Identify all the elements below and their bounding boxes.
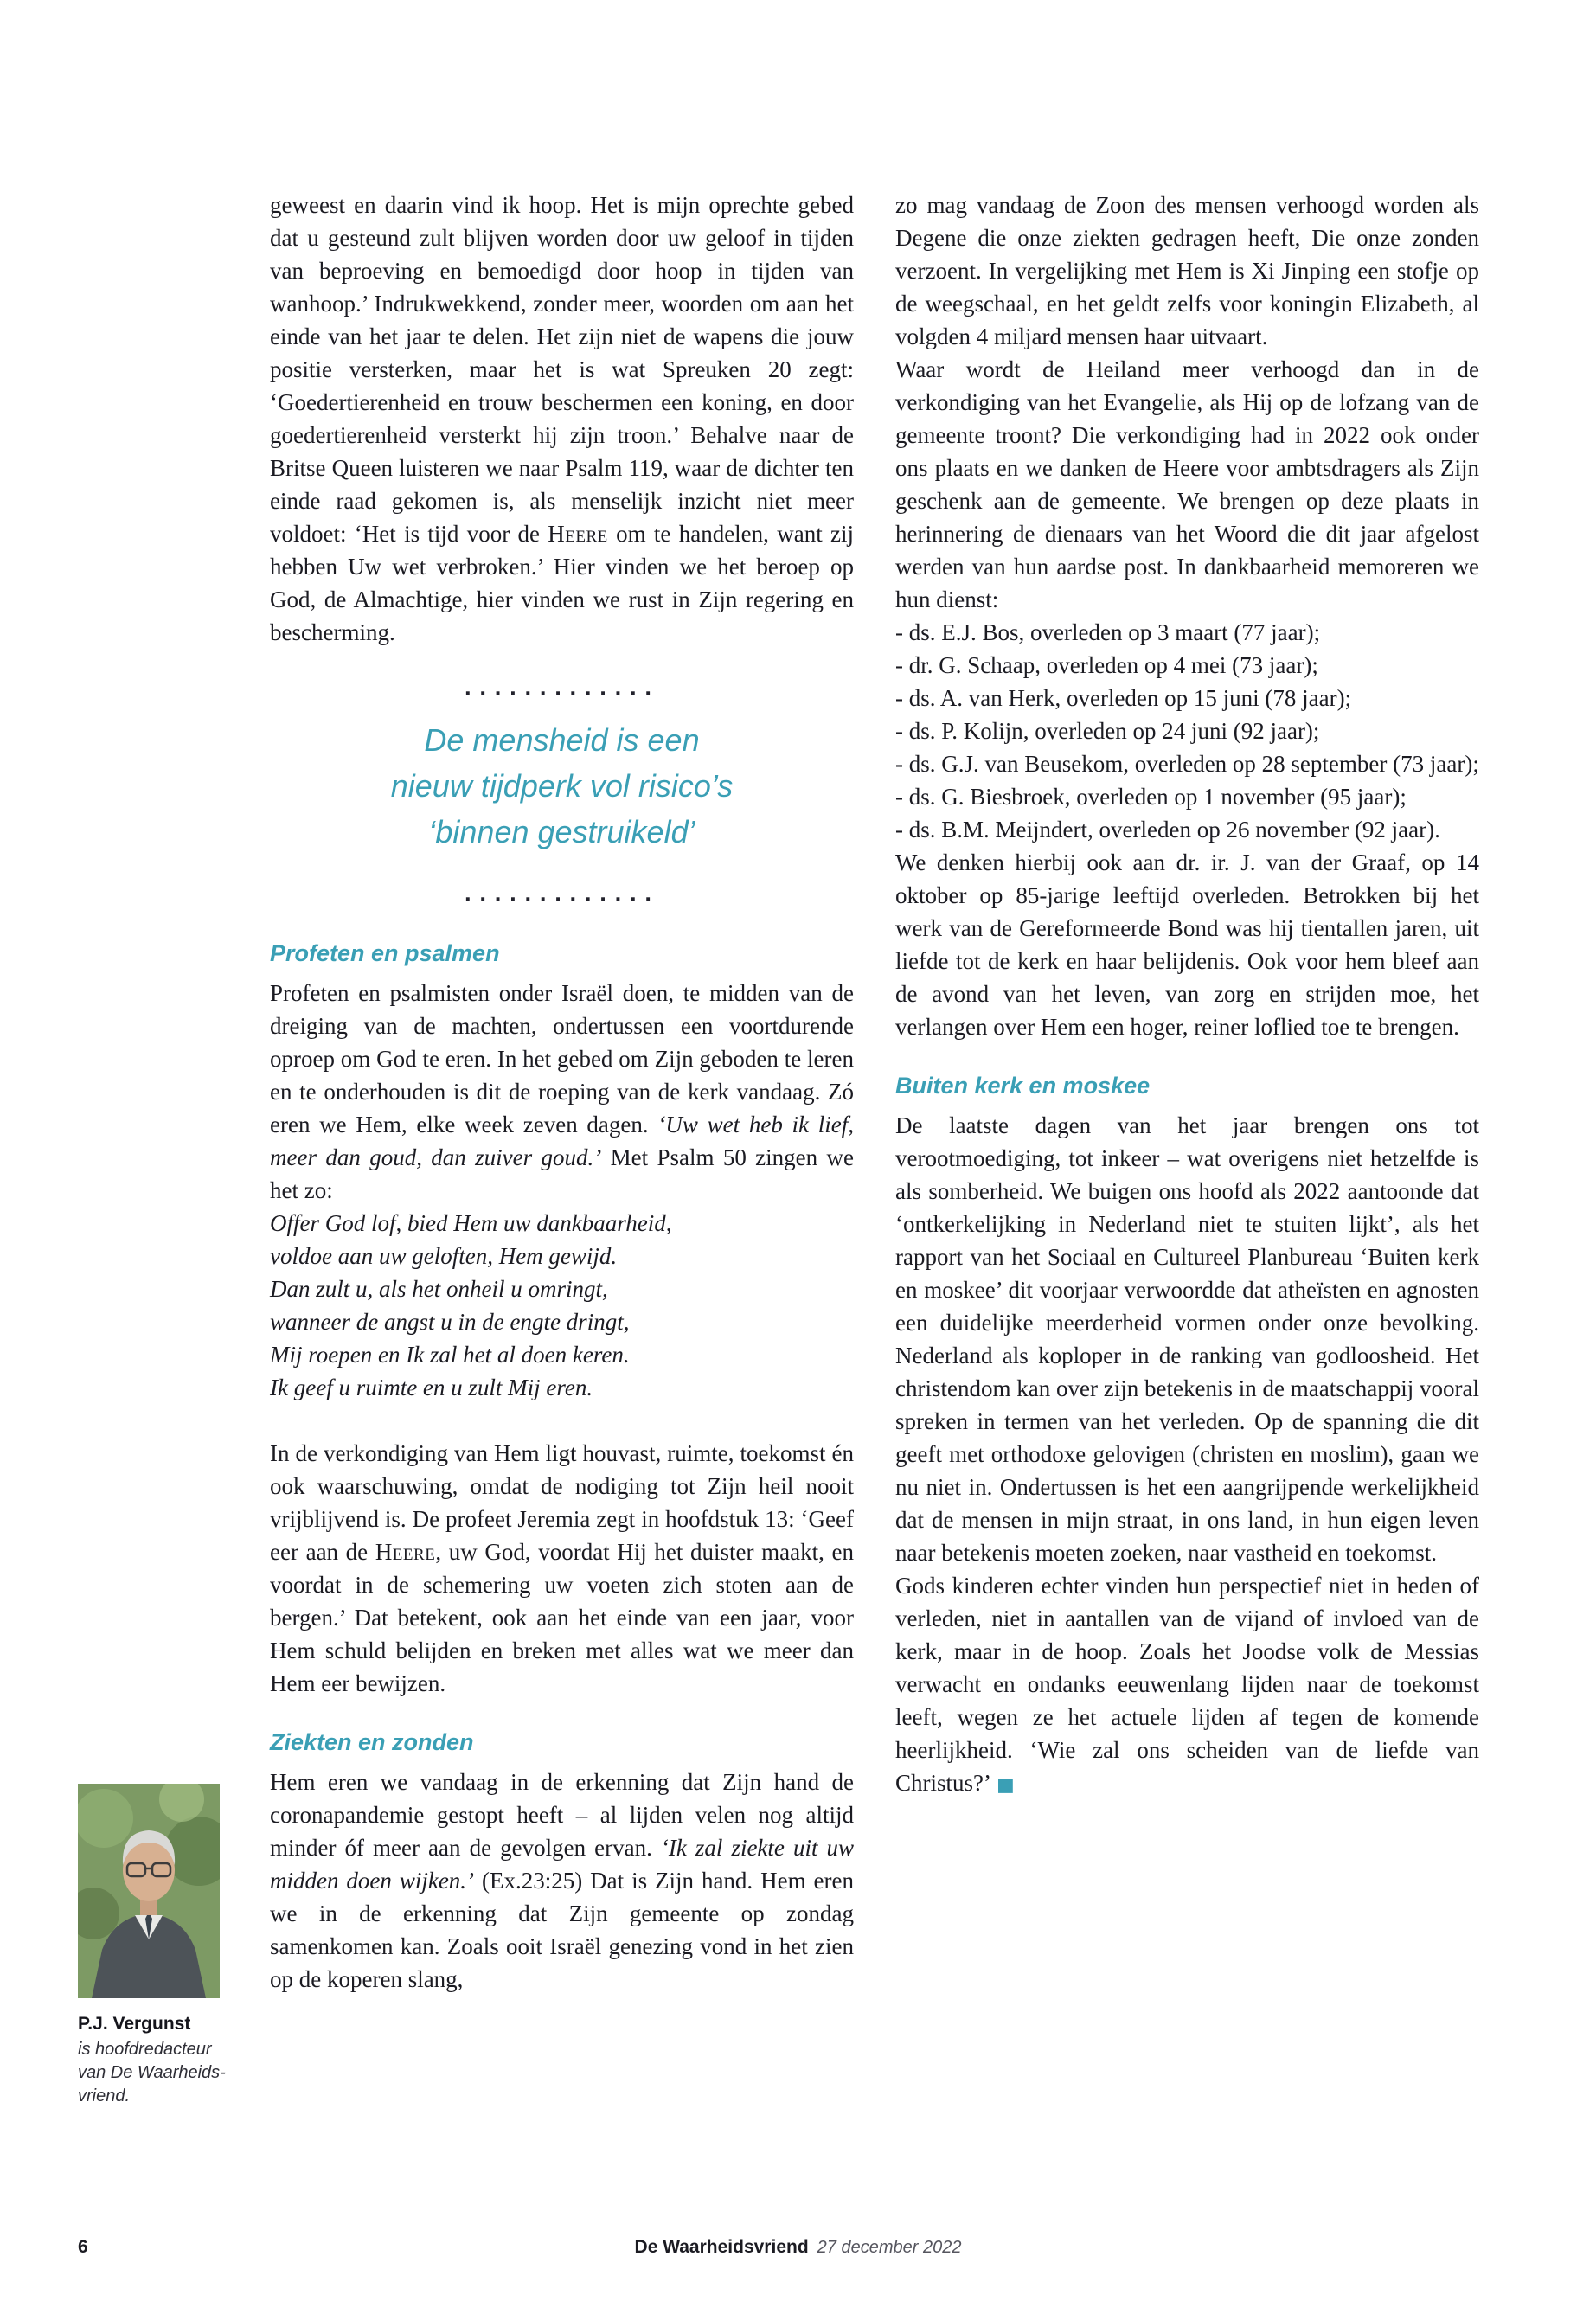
text-run: , uw God, voordat Hij het duister maakt, en voordat in de schemering uw voeten zich stoten aan de bergen.’ Dat betekent, ook aan het einde van een jaar, voor Hem schuld belijden en breken met alles wat we meer dan Hem eer bewijzen. [270, 1539, 854, 1696]
list-item [895, 747, 1479, 780]
text-run: De laatste dagen van het jaar brengen ons tot verootmoediging, tot inkeer – wat overigens niet hetzelfde is als somberheid. We buigen ons hoofd als 2022 aantoonde dat ‘ontkerkelijking in Nederland niet te stuiten lijkt’, als het rapport van het Sociaal en Cultureel Planbureau ‘Buiten kerk en moskee’ dit voorjaar verwoordde dat atheïsten en agnosten een duidelijke meerderheid vormen onder onze bevolking. Nederland als koploper in de ranking van godloosheid. Het christendom kan over zijn betekenis in de maatschappij vooral spreken in termen van het verleden. Op de spanning die dit geeft met orthodoxe gelovigen (christen en moslim), gaan we nu niet in. Ondertussen is het een aangrijpende werkelijkheid dat de mensen in mijn straat, in ons land, in hun eigen leven naar betekenis moeten zoeken, naar vastheid en toekomst. [895, 1112, 1479, 1566]
pull-quote-line: nieuw tijdperk vol risico’s [390, 768, 734, 804]
list-bullet: - [895, 817, 909, 843]
page-footer [0, 2237, 1596, 2258]
list-item [895, 616, 1479, 649]
body-paragraph [895, 1569, 1479, 1802]
author-role-line: vriend. [78, 2086, 131, 2106]
list-bullet: - [895, 619, 909, 645]
body-paragraph [270, 189, 854, 649]
magazine-name: De Waarheidsvriend [634, 2237, 809, 2257]
author-name: P.J. Vergunst [78, 2014, 191, 2034]
list-item [895, 715, 1479, 747]
poem [270, 1207, 854, 1404]
dots-separator: ············· [464, 889, 660, 911]
body-paragraph [895, 1109, 1479, 1569]
pull-quote-line: De mensheid is een [424, 722, 700, 758]
body-paragraph [270, 1437, 854, 1700]
list-item [895, 649, 1479, 682]
poem-line: Ik geef u ruimte en u zult Mij eren. [270, 1375, 593, 1400]
list-item-text: dr. G. Schaap, overleden op 4 mei (73 jaar); [908, 652, 1318, 678]
list-item-text: ds. A. van Herk, overleden op 15 juni (78 jaar); [908, 685, 1352, 711]
pull-quote [270, 717, 854, 855]
text-run: Heere [548, 521, 608, 547]
list-bullet: - [895, 652, 909, 678]
list-item [895, 682, 1479, 715]
text-run: Profeten en psalmisten onder Israël doen, te midden van de dreiging van de machten, ondertussen een voortdurende oproep om God te eren. In het gebed om Zijn geboden te leren en te onderhouden is dit de roeping van de kerk vandaag. Zó eren we Hem, elke week zeven dagen. [270, 980, 854, 1138]
body-paragraph [270, 1766, 854, 1996]
list-item-text: ds. G.J. van Beusekom, overleden op 28 september (73 jaar); [908, 751, 1479, 777]
text-run: ‘Uw wet heb ik lief, meer dan goud, dan zuiver goud.’ [270, 1112, 855, 1170]
text-run: Waar wordt de Heiland meer verhoogd dan in de verkondiging van het Evangelie, als Hij op de lofzang van de gemeente troont? Die verkondiging had in 2022 ook onder ons plaats en we danken de Heere voor ambtsdragers als Zijn geschenk aan de gemeente. We brengen op deze plaats in herinnering de dienaars van het Woord die dit jaar afgelost werden van hun aardse post. In dankbaarheid memoreren we hun dienst: [895, 356, 1479, 612]
poem-line: voldoe aan uw geloften, Hem gewijd. [270, 1243, 618, 1269]
list-item-text: ds. E.J. Bos, overleden op 3 maart (77 jaar); [908, 619, 1321, 645]
text-run: om te handelen, want zij hebben Uw wet verbroken.’ Hier vinden we het beroep op God, de Almachtige, hier vinden we rust in Zijn regering en bescherming. [270, 521, 854, 645]
poem-line: Dan zult u, als het onheil u omringt, [270, 1276, 608, 1302]
list-item-text: ds. G. Biesbroek, overleden op 1 november (95 jaar); [908, 784, 1407, 810]
list-bullet: - [895, 685, 909, 711]
left-column [270, 189, 854, 1996]
poem-line: Mij roepen en Ik zal het al doen keren. [270, 1342, 630, 1368]
author-role [78, 2038, 264, 2108]
text-run: zo mag vandaag de Zoon des mensen verhoogd worden als Degene die onze ziekten gedragen heeft, Die onze zonden verzoent. In vergelijking met Hem is Xi Jinping een stofje op de weegschaal, en het geldt zelfs voor koningin Elizabeth, al volgden 4 miljard mensen haar uitvaart. [895, 192, 1479, 349]
deceased-ministers-list [895, 616, 1479, 846]
pull-quote-line: ‘binnen gestruikeld’ [428, 814, 695, 849]
author-role-line: van De Waarheids- [78, 2063, 226, 2082]
text-run: geweest en daarin vind ik hoop. Het is mijn oprechte gebed dat u gesteund zult blijven worden door uw geloof in tijden van beproeving en bemoedigd door hoop in tijden van wanhoop.’ Indrukwekkend, zonder meer, woorden om aan het einde van het jaar te delen. Het zijn niet de wapens die jouw positie versterken, maar het is wat Spreuken 20 zegt: ‘Goedertierenheid en trouw beschermen een koning, en door goedertierenheid versterkt hij zijn troon.’ Behalve naar de Britse Queen luisteren we naar Psalm 119, waar de dichter ten einde raad gekomen is, als menselijk inzicht niet meer voldoet: ‘Het is tijd voor de [270, 192, 854, 547]
list-item [895, 813, 1479, 846]
section-heading: Buiten kerk en moskee [895, 1073, 1151, 1099]
section-heading: Ziekten en zonden [270, 1729, 474, 1755]
page-number: 6 [78, 2237, 88, 2257]
list-item [895, 780, 1479, 813]
poem-line: Offer God lof, bied Hem uw dankbaarheid, [270, 1210, 672, 1236]
dots-separator: ············· [464, 683, 660, 705]
text-run: Heere [375, 1539, 436, 1565]
author-photo [78, 1784, 220, 1998]
text-run: Hem eren we vandaag in de erkenning dat Zijn hand de coronapandemie gestopt heeft – al lijden velen nog altijd minder óf meer aan de gevolgen ervan. [270, 1769, 854, 1861]
text-run: We denken hierbij ook aan dr. ir. J. van der Graaf, op 14 oktober op 85-jarige leeftijd overleden. Betrokken bij het werk van de Gereformeerde Bond was hij tientallen jaren, uit liefde tot de kerk en haar belijdenis. Ook voor hem bleef aan de avond van het leven, van zorg en strijden moe, het verlangen over Hem een hoger, reiner loflied toe te brengen. [895, 849, 1479, 1040]
body-paragraph [895, 353, 1479, 616]
right-column [895, 189, 1479, 1996]
list-bullet: - [895, 718, 909, 744]
issue-date: 27 december 2022 [817, 2238, 962, 2257]
text-run: Gods kinderen echter vinden hun perspectief niet in heden of verleden, niet in aantallen van de vijand of invloed van de kerk, maar in de hoop. Zoals het Joodse volk de Messias verwacht en ondanks eeuwenlang lijden naar de toekomst leeft, wegen ze het actuele lijden af tegen de komende heerlijkheid. ‘Wie zal ons scheiden van de liefde van Christus?’ [895, 1573, 1479, 1796]
body-paragraph [270, 977, 854, 1207]
text-run: In de verkondiging van Hem ligt houvast, ruimte, toekomst én ook waarschuwing, omdat de nodiging tot Zijn heil nooit vrijblijvend is. De profeet Jeremia zegt in hoofdstuk 13: ‘Geef eer aan de [270, 1440, 854, 1565]
text-run: (Ex.23:25) Dat is Zijn hand. Hem eren we in de erkenning dat Zijn gemeente op zondag samenkomen kan. Zoals ooit Israël genezing vond in het zien op de koperen slang, [270, 1868, 854, 1992]
list-bullet: - [895, 751, 909, 777]
list-bullet: - [895, 784, 909, 810]
author-role-line: is hoofdredacteur [78, 2040, 212, 2059]
text-run: ‘Ik zal ziekte uit uw midden doen wijken.’ [270, 1835, 854, 1894]
footer-center [0, 2237, 1596, 2258]
poem-line: wanneer de angst u in de engte dringt, [270, 1309, 630, 1335]
author-box [78, 1784, 264, 2108]
list-item-text: ds. P. Kolijn, overleden op 24 juni (92 jaar); [908, 718, 1320, 744]
section-heading: Profeten en psalmen [270, 940, 500, 966]
text-run: Met Psalm 50 zingen we het zo: [270, 1144, 854, 1203]
end-mark: ■ [997, 1774, 1015, 1796]
body-paragraph [895, 846, 1479, 1043]
body-paragraph [895, 189, 1479, 353]
list-item-text: ds. B.M. Meijndert, overleden op 26 november (92 jaar). [908, 817, 1440, 843]
article-columns [270, 189, 1479, 1996]
